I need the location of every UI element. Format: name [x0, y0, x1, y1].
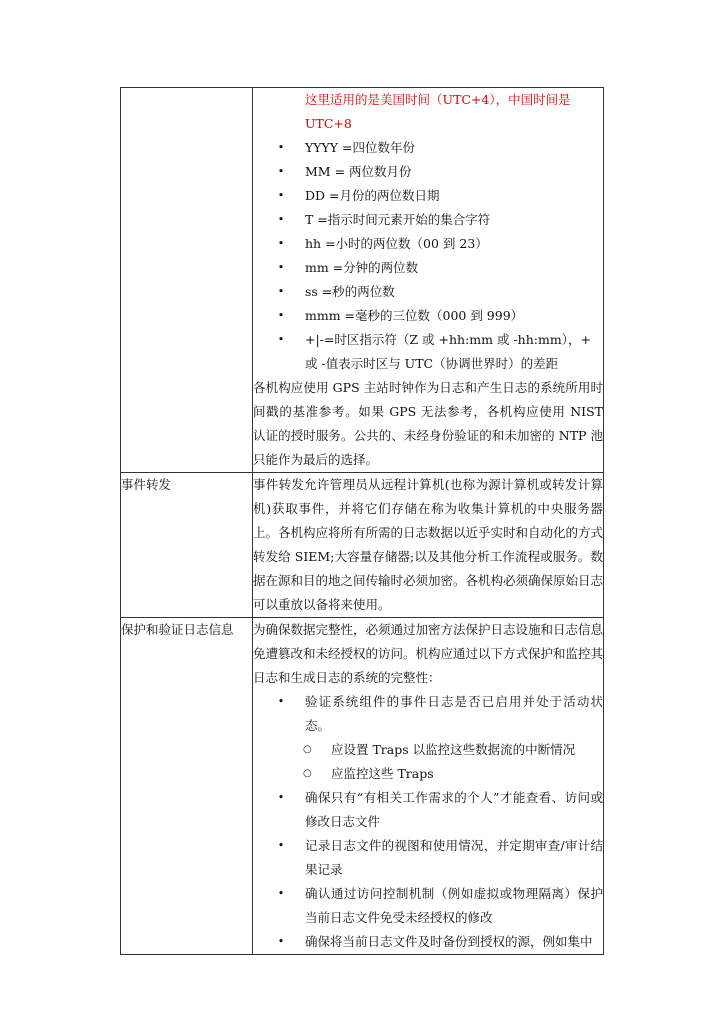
event-forwarding-paragraph: 事件转发允许管理员从远程计算机(也称为源计算机或转发计算机)获取事件，并将它们存储在称为收集计算机的中央服务器上。各机构应将所有所需的日志数据以近乎实时和自动化的方式转发给 SIEM;大容量存储器;以及其他分析工作流程或服务。数据在源和目的地之间传输时必须加密。各机构必须确保原始日志可以重放以备将来使用。 [253, 477, 604, 612]
table-row-event-forwarding [121, 473, 604, 618]
row-label: 保护和验证日志信息 [121, 622, 234, 637]
list-item: • 验证系统组件的事件日志是否已启用并处于活动状态。 ○ 应设置 Traps 以监控这些数据流的中断情况 ○ 应监控这些 Traps [253, 690, 603, 786]
row-content-cell [253, 88, 604, 473]
bullet-icon: • [277, 165, 285, 178]
row-label-cell [121, 88, 253, 473]
list-item: • +|-=时区指示符（Z 或 +hh:mm 或 -hh:mm），+ 或 -值表示时区与 UTC（协调世界时）的差距 [253, 328, 603, 376]
sub-list [305, 738, 603, 786]
list-item: • hh =小时的两位数（00 到 23） [253, 232, 603, 256]
list-item: • T =指示时间元素开始的集合字符 [253, 208, 603, 232]
list-item: • 确保将当前日志文件及时备份到授权的源，例如集中 [253, 930, 603, 954]
table-row-log-protection [121, 618, 604, 955]
circle-bullet-icon: ○ [303, 768, 312, 779]
bullet-icon: • [277, 285, 285, 298]
logging-requirements-table [120, 87, 604, 955]
bullet-icon: • [277, 213, 285, 226]
timezone-note: 这里适用的是美国时间（UTC+4），中国时间是 UTC+8 [305, 92, 571, 131]
bullet-icon: • [277, 261, 285, 274]
circle-bullet-icon: ○ [303, 744, 312, 755]
list-item: • 记录日志文件的视图和使用情况，并定期审查/审计结果记录 [253, 834, 603, 882]
bullet-icon: • [277, 791, 285, 804]
bullet-icon: • [277, 141, 285, 154]
list-item: • 确认通过访问控制机制（例如虚拟或物理隔离）保护当前日志文件免受未经授权的修改 [253, 882, 603, 930]
bullet-icon: • [277, 309, 285, 322]
row-label-cell [121, 473, 253, 618]
bullet-icon: • [277, 333, 285, 346]
list-item: • ss =秒的两位数 [253, 280, 603, 304]
list-item: • mm =分钟的两位数 [253, 256, 603, 280]
log-protection-list [253, 690, 603, 954]
bullet-icon: • [277, 839, 285, 852]
list-item: • MM = 两位数月份 [253, 160, 603, 184]
row-label-cell [121, 618, 253, 955]
time-format-list [253, 136, 603, 376]
sub-list-item: ○ 应设置 Traps 以监控这些数据流的中断情况 [253, 738, 603, 762]
table-row-time-format [121, 88, 604, 473]
bullet-icon: • [277, 189, 285, 202]
list-item: • DD =月份的两位数日期 [253, 184, 603, 208]
list-item: • 确保只有“有相关工作需求的个人”才能查看、访问或修改日志文件 [253, 786, 603, 834]
list-item: • mmm =毫秒的三位数（000 到 999） [253, 304, 603, 328]
list-item: • YYYY =四位数年份 [253, 136, 603, 160]
bullet-icon: • [277, 935, 285, 948]
sub-list-item: ○ 应监控这些 Traps [253, 762, 603, 786]
row-label: 事件转发 [121, 477, 172, 492]
row-content-cell [253, 618, 604, 955]
log-protection-intro: 为确保数据完整性，必须通过加密方法保护日志设施和日志信息免遭篡改和未经授权的访问。机构应通过以下方式保护和监控其日志和生成日志的系统的完整性： [253, 622, 604, 685]
row-content-cell [253, 473, 604, 618]
bullet-icon: • [277, 237, 285, 250]
bullet-icon: • [277, 887, 285, 900]
time-source-paragraph: 各机构应使用 GPS 主站时钟作为日志和产生日志的系统所用时间戳的基准参考。如果 GPS 无法参考，各机构应使用 NIST 认证的授时服务。公共的、未经身份验证的和未加密的 NTP 池只能作为最后的选择。 [253, 380, 603, 467]
bullet-icon: • [277, 695, 285, 708]
